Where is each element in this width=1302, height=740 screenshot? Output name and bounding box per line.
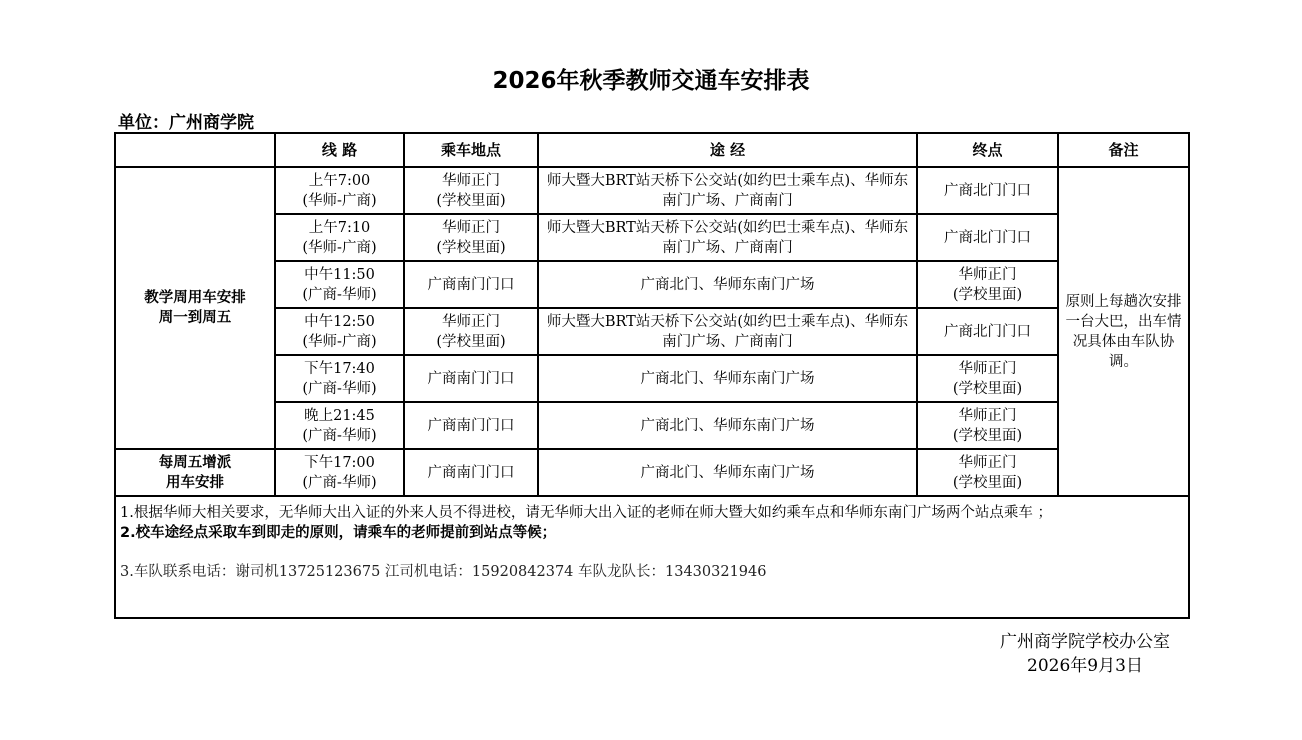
header-boarding: 乘车地点	[404, 133, 538, 167]
group-weekday	[115, 167, 275, 449]
route-time: 下午17:40	[304, 360, 375, 377]
boarding-place: 广商南门门口	[427, 370, 515, 387]
page-title: 2026年秋季教师交通车安排表	[492, 68, 810, 94]
group-friday	[115, 449, 275, 496]
route-direction: (华师-广商)	[302, 192, 377, 209]
boarding-cell	[404, 449, 538, 496]
remark-cell: 原则上每趟次安排一台大巴，出车情况具体由车队协调。	[1058, 167, 1189, 496]
group-weekday-line2: 周一到周五	[158, 310, 232, 326]
route-time: 晚上21:45	[304, 407, 375, 424]
table-row	[115, 261, 1189, 308]
route-cell	[275, 167, 404, 214]
group-friday-line1: 每周五增派	[158, 454, 232, 471]
terminal-cell	[917, 261, 1058, 308]
route-cell	[275, 214, 404, 261]
terminal-cell	[917, 355, 1058, 402]
notes-cell	[115, 496, 1189, 618]
terminal-place: 华师正门	[958, 407, 1017, 424]
boarding-place: 华师正门	[442, 313, 500, 330]
table-row	[115, 355, 1189, 402]
route-direction: (华师-广商)	[302, 333, 377, 350]
boarding-place: 广商南门门口	[427, 417, 515, 434]
unit-label: 单位：广州商学院	[118, 113, 254, 133]
route-time: 中午11:50	[304, 266, 375, 283]
terminal-place: 广商北门门口	[944, 229, 1031, 246]
via-cell: 师大暨大BRT站天桥下公交站(如约巴士乘车点)、华师东南门广场、广商南门	[538, 214, 917, 261]
boarding-cell	[404, 402, 538, 449]
terminal-place: 广商北门门口	[944, 323, 1031, 340]
terminal-place: 华师正门	[958, 454, 1017, 471]
boarding-cell	[404, 308, 538, 355]
route-direction: (广商-华师)	[302, 286, 377, 303]
signature-org: 广州商学院学校办公室	[1000, 632, 1170, 652]
signature-block	[1000, 630, 1170, 678]
table-row	[115, 214, 1189, 261]
via-cell: 广商北门、华师东南门广场	[538, 402, 917, 449]
route-direction: (广商-华师)	[302, 427, 377, 444]
terminal-cell	[917, 308, 1058, 355]
terminal-cell	[917, 402, 1058, 449]
group-friday-line2: 用车安排	[166, 474, 224, 491]
note-3: 3.车队联系电话：谢司机13725123675 江司机电话：15920842374 车队龙队长：13430321946	[120, 564, 767, 580]
terminal-cell	[917, 449, 1058, 496]
header-via: 途 经	[538, 133, 917, 167]
boarding-cell	[404, 214, 538, 261]
via-cell: 师大暨大BRT站天桥下公交站(如约巴士乘车点)、华师东南门广场、广商南门	[538, 167, 917, 214]
route-direction: (广商-华师)	[302, 380, 377, 397]
terminal-cell	[917, 167, 1058, 214]
terminal-place: 华师正门	[958, 266, 1017, 283]
table-row	[115, 449, 1189, 496]
notes-row	[115, 496, 1189, 618]
route-cell	[275, 261, 404, 308]
via-cell: 广商北门、华师东南门广场	[538, 355, 917, 402]
schedule-table-body	[114, 132, 1190, 619]
via-cell: 广商北门、华师东南门广场	[538, 449, 917, 496]
note-2: 2.校车途经点采取车到即走的原则，请乘车的老师提前到站点等候；	[120, 525, 557, 541]
via-cell: 师大暨大BRT站天桥下公交站(如约巴士乘车点)、华师东南门广场、广商南门	[538, 308, 917, 355]
terminal-sub: (学校里面)	[952, 286, 1023, 303]
route-cell	[275, 355, 404, 402]
boarding-sub: (学校里面)	[436, 333, 506, 350]
boarding-cell	[404, 261, 538, 308]
header-blank	[115, 133, 275, 167]
header-route: 线 路	[275, 133, 404, 167]
route-time: 上午7:00	[308, 172, 371, 189]
terminal-place: 广商北门门口	[944, 182, 1031, 199]
boarding-place: 广商南门门口	[427, 464, 515, 481]
via-cell: 广商北门、华师东南门广场	[538, 261, 917, 308]
header-remark: 备注	[1058, 133, 1189, 167]
route-time: 中午12:50	[304, 313, 375, 330]
route-time: 下午17:00	[304, 454, 375, 471]
boarding-cell	[404, 167, 538, 214]
table-header-row	[115, 133, 1189, 167]
route-direction: (华师-广商)	[302, 239, 377, 256]
group-weekday-line1: 教学周用车安排	[144, 290, 246, 306]
terminal-sub: (学校里面)	[952, 380, 1023, 397]
route-time: 上午7:10	[308, 219, 371, 236]
table-row	[115, 402, 1189, 449]
table-row	[115, 167, 1189, 214]
boarding-place: 华师正门	[442, 219, 500, 236]
boarding-cell	[404, 355, 538, 402]
boarding-place: 广商南门门口	[427, 276, 515, 293]
boarding-sub: (学校里面)	[436, 192, 506, 209]
terminal-place: 华师正门	[958, 360, 1017, 377]
route-direction: (广商-华师)	[302, 474, 377, 491]
route-cell	[275, 449, 404, 496]
terminal-cell	[917, 214, 1058, 261]
header-terminal: 终点	[917, 133, 1058, 167]
table-row	[115, 308, 1189, 355]
note-1: 1.根据华师大相关要求，无华师大出入证的外来人员不得进校，请无华师大出入证的老师在师大暨大如约乘车点和华师东南门广场两个站点乘车 ；	[120, 505, 1052, 521]
terminal-sub: (学校里面)	[952, 427, 1023, 444]
boarding-place: 华师正门	[442, 172, 500, 189]
terminal-sub: (学校里面)	[952, 474, 1023, 491]
route-cell	[275, 402, 404, 449]
signature-date: 2026年9月3日	[1027, 656, 1143, 676]
route-cell	[275, 308, 404, 355]
boarding-sub: (学校里面)	[436, 239, 506, 256]
